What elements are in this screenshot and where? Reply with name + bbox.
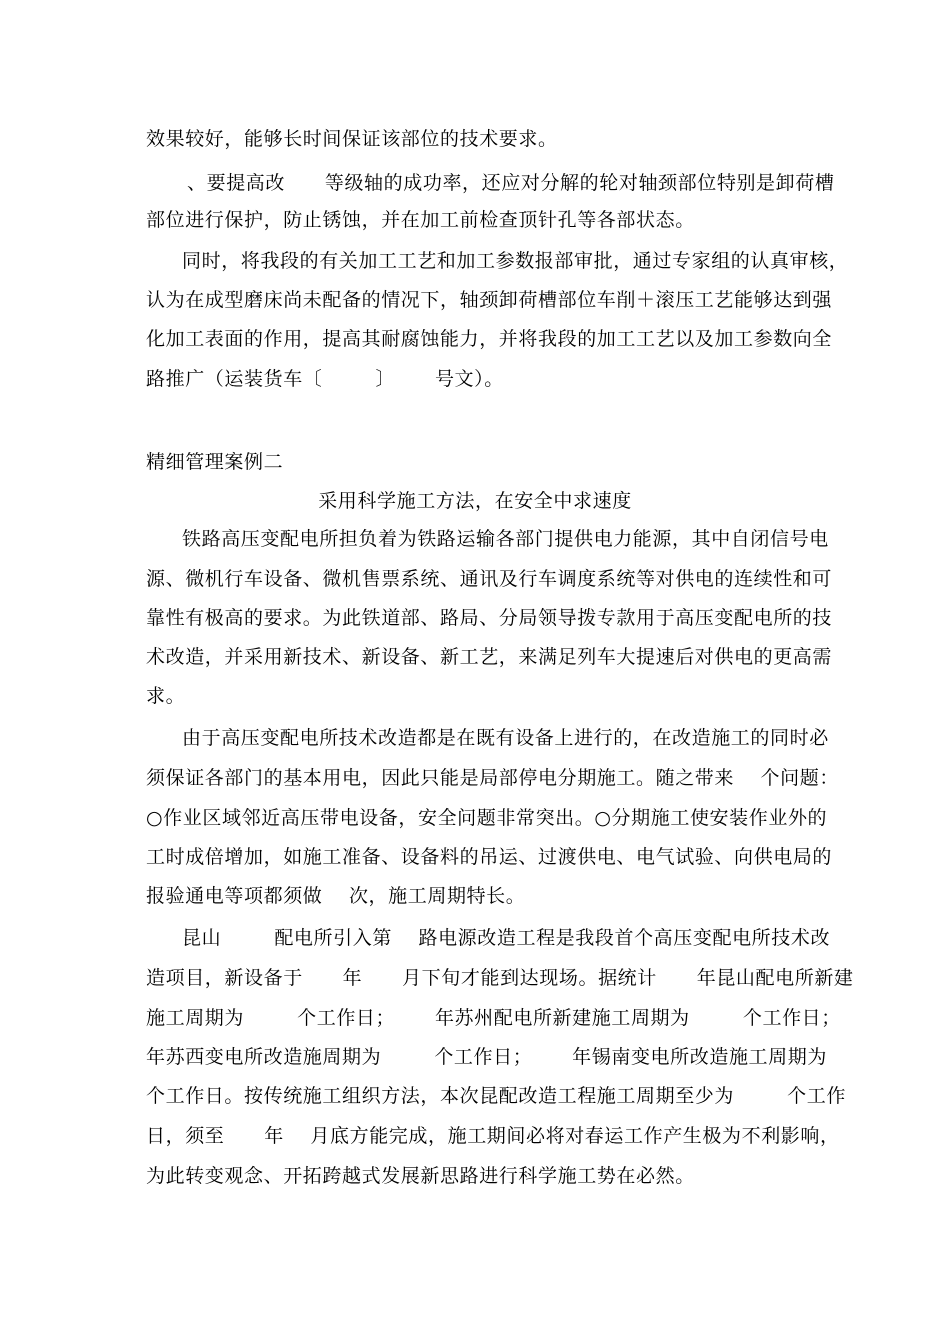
text-line: 昆山 配电所引入第 路电源改造工程是我段首个高压变配电所技术改 — [182, 927, 831, 949]
text-line: 部位进行保护，防止锈蚀，并在加工前检查顶针孔等各部状态。 — [146, 209, 695, 231]
text-line: 术改造，并采用新技术、新设备、新工艺，来满足列车大提速后对供电的更高需 — [146, 646, 833, 668]
text-line: 年苏西变电所改造施周期为 个工作日； 年锡南变电所改造施工周期为 — [146, 1046, 827, 1068]
text-line: 施工周期为 个工作日； 年苏州配电所新建施工周期为 个工作日； — [146, 1007, 841, 1029]
text-line: 同时，将我段的有关加工工艺和加工参数报部审批，通过专家组的认真审核， — [182, 250, 849, 272]
text-line: 工时成倍增加，如施工准备、设备料的吊运、过渡供电、电气试验、向供电局的 — [146, 846, 833, 868]
text-line: 认为在成型磨床尚未配备的情况下，轴颈卸荷槽部位车削＋滚压工艺能够达到强 — [146, 289, 833, 311]
text-line: 日，须至 年 月底方能完成，施工期间必将对春运工作产生极为不利影响， — [146, 1125, 840, 1147]
text-line: 效果较好，能够长时间保证该部位的技术要求。 — [146, 128, 558, 150]
text-line: 铁路高压变配电所担负着为铁路运输各部门提供电力能源，其中自闭信号电 — [182, 528, 829, 550]
text-line: 个工作日。按传统施工组织方法，本次昆配改造工程施工周期至少为 个工作 — [146, 1085, 846, 1107]
text-line: 为此转变观念、开拓跨越式发展新思路进行科学施工势在必然。 — [146, 1165, 695, 1187]
text-line: 须保证各部门的基本用电，因此只能是局部停电分期施工。随之带来 个问题： — [146, 767, 839, 789]
text-line: ○作业区域邻近高压带电设备，安全问题非常突出。○分期施工使安装作业外的 — [146, 807, 828, 829]
text-line: 由于高压变配电所技术改造都是在既有设备上进行的，在改造施工的同时必 — [182, 727, 829, 749]
text-line: 、要提高改 等级轴的成功率，还应对分解的轮对轴颈部位特别是卸荷槽 — [187, 172, 835, 194]
text-line: 报验通电等项都须做 次，施工周期特长。 — [146, 885, 526, 907]
text-line: 造项目，新设备于 年 月下旬才能到达现场。据统计 年昆山配电所新建 — [146, 967, 854, 989]
text-line: 求。 — [146, 685, 186, 707]
text-line: 路推广（运装货车〔 〕 号文）。 — [146, 368, 504, 390]
article-title: 采用科学施工方法，在安全中求速度 — [318, 490, 632, 512]
text-line: 源、微机行车设备、微机售票系统、通讯及行车调度系统等对供电的连续性和可 — [146, 568, 833, 590]
text-line: 靠性有极高的要求。为此铁道部、路局、分局领导拨专款用于高压变配电所的技 — [146, 607, 833, 629]
section-heading: 精细管理案例二 — [146, 451, 284, 473]
text-line: 化加工表面的作用，提高其耐腐蚀能力，并将我段的加工工艺以及加工参数向全 — [146, 328, 833, 350]
